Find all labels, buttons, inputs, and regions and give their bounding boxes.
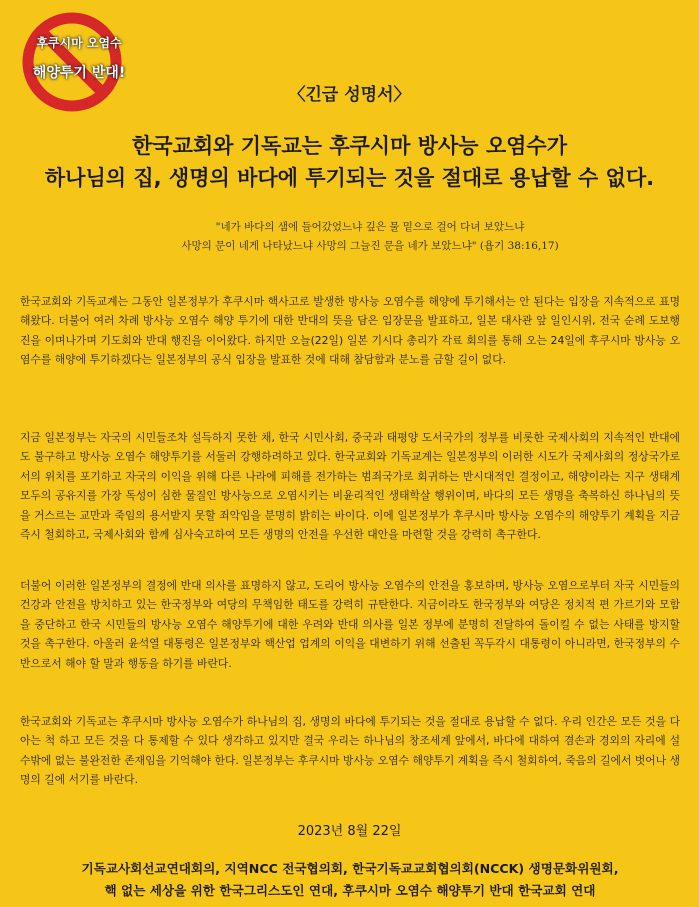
document-label: 〈긴급 성명서〉 <box>288 85 411 105</box>
paragraph-1: 한국교회와 기독교계는 그동안 일본정부가 후쿠시마 핵사고로 발생한 방사능 오염수를 해양에 투기해서는 안 된다는 입장을 지속적으로 표명해왔다. 더불어 여러 차례 방사능 오염수 해양 투기에 대한 반대의 뜻을 담은 입장문을 발표하고, 일본 대사관 앞 일인시위, 전국 순례 도보행진을 이며나가며 기도회와 반대 행진을 이어왔다. 하지만 오늘(22일) 일본 기시다 총리가 각료 회의를 통해 오는 24일에 후쿠시마 방사능 오염수를 해양에 투기하겠다는 일본정부의 공식 입장을 발표한 것에 대해 참담함과 분노를 금할 길이 없다. <box>20 295 680 367</box>
document-date: 2023년 8월 22일 <box>297 824 402 839</box>
signers-line-1: 기독교사회선교연대회의, 지역NCC 전국협의회, 한국기독교교회협의회(NCCK) 생명문화위원회, <box>81 861 619 876</box>
paragraph-4: 한국교회와 기독교는 후쿠시마 방사능 오염수가 하나님의 집, 생명의 바다에 투기되는 것을 절대로 용납할 수 없다. 우리 인간은 모든 것을 다 아는 척 하고 모든 것을 다 통제할 수 있다 생각하고 있지만 결국 우리는 하나님의 창조세계 앞에서, 바다에 대하여 겸손과 경외의 자리에 설 수밖에 없는 불완전한 존재임을 기억해야 한다. 일본정부는 후쿠시마 방사능 오염수 해양투기 계획을 즉시 철회하여, 죽음의 길에서 벗어나 생명의 길에 서기를 바란다. <box>20 715 680 787</box>
title-line-1: 한국교회와 기독교는 후쿠시마 방사능 오염수가 <box>132 134 567 158</box>
signatories <box>10 858 690 902</box>
scripture-quote <box>90 218 650 256</box>
logo-text-line2: 해양투기 반대! <box>32 65 126 81</box>
logo-text-line1: 후쿠시마 오염수 <box>36 36 122 50</box>
paragraph-3: 더불어 이러한 일본정부의 결정에 반대 의사를 표명하지 않고, 도리어 방사능 오염수의 안전을 홍보하며, 방사능 오염으로부터 자국 시민들의 건강과 안전을 방치하고 있는 한국정부와 여당의 무책임한 태도를 강력히 규탄한다. 지금이라도 한국정부와 여당은 정치적 편 가르기와 모함을 중단하고 한국 시민들의 방사능 오염수 해양투기에 대한 우려와 반대 의사를 일본 정부에 분명히 전달하여 돌이킬 수 없는 사태를 방지할 것을 촉구한다. 아울러 윤석열 대통령은 일본정부와 핵산업 업계의 이익을 대변하기 위해 선출된 꼭두각시 대통령이 아니라면, 한국정부의 수반으로서 해야 할 말과 행동을 하기를 바란다. <box>20 579 680 670</box>
title-line-2: 하나님의 집, 생명의 바다에 투기되는 것을 절대로 용납할 수 없다. <box>44 166 655 190</box>
signers-line-2: 핵 없는 세상을 위한 한국그리스도인 연대, 후쿠시마 오염수 해양투기 반대 한국교회 연대 <box>104 883 596 898</box>
quote-line-1: "네가 바다의 샘에 들어갔었느냐 깊은 물 밑으로 걸어 다녀 보았느냐 <box>215 221 525 233</box>
quote-line-2: 사망의 문이 네게 나타났느냐 사망의 그늘진 문을 네가 보았느냐" (욥기 38:16,17) <box>181 240 559 252</box>
paragraph-2: 지금 일본정부는 자국의 시민들조차 설득하지 못한 채, 한국 시민사회, 중국과 태평양 도서국가의 정부를 비롯한 국제사회의 지속적인 반대에도 불구하고 방사능 오염수 해양투기를 서둘러 강행하려하고 있다. 한국교회와 기독교계는 일본정부의 이러한 시도가 국제사회의 정상국가로서의 위치를 포기하고 자국의 이익을 위해 다른 나라에 피해를 전가하는 범죄국가로 회귀하는 반시대적인 결정이고, 해양이라는 지구 생태계 모두의 공유지를 가장 독성이 심한 물질인 방사능으로 오염시키는 비윤리적인 생태학살 행위이며, 바다의 모든 생명을 축복하신 하나님의 뜻을 거스르는 교만과 죽임의 용서받지 못할 죄악임을 분명히 밝히는 바이다. 이에 일본정부가 후쿠시마 방사능 오염수의 해양투기 계획을 지금 즉시 철회하고, 국제사회와 함께 심사숙고하여 모든 생명의 안전을 우선한 대안을 마련할 것을 강력히 촉구한다. <box>20 431 680 542</box>
document-title <box>0 130 699 194</box>
